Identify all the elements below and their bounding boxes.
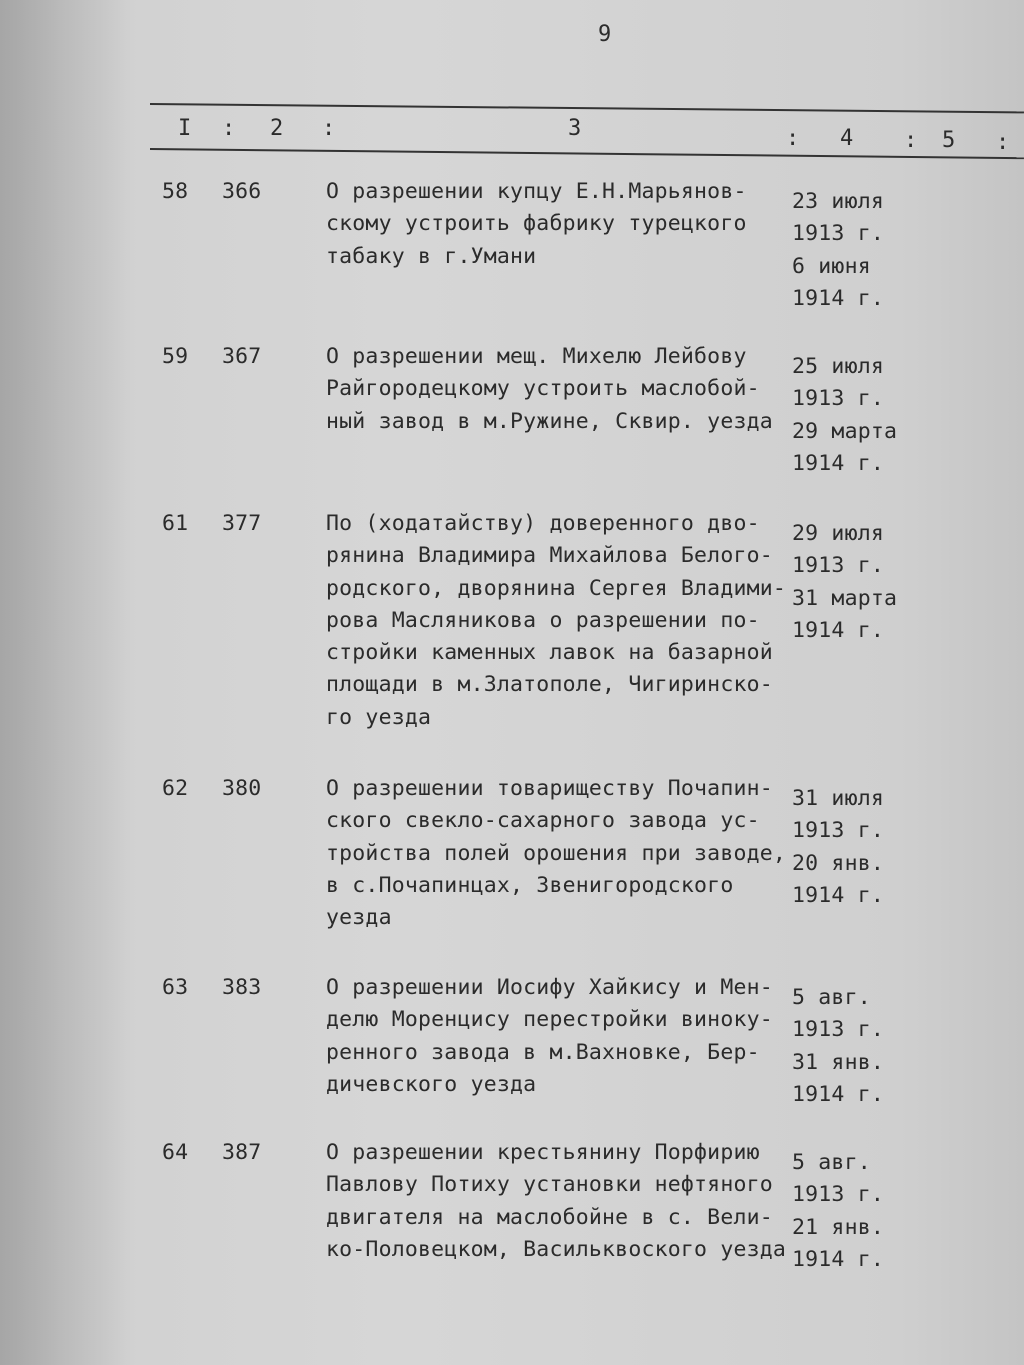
record-dates: 5 авг. 1913 г. 31 янв. 1914 г. [792,985,885,1107]
record-dates: 25 июля 1913 г. 29 марта 1914 г. [792,354,898,476]
record-title: По (ходатайству) доверенного дво- рянина Владимира Михайлова Белого- родского, дворянина Сергея Владими- рова Масляникова о разрешении по- стройки каменных лавок на базарной площади в м.Златополе, Чигиринско- го уезда [326,511,787,730]
record-title: О разрешении крестьянину Порфирию Павлову Потиху установки нефтяного двигателя на маслобойне в с. Вели- ко-Половецком, Васильквоского уезда [326,1140,787,1262]
page-edge-shadow [0,0,130,1365]
record-dates: 29 июля 1913 г. 31 марта 1914 г. [792,521,898,643]
case-number: 380 [222,776,262,801]
header-col3: 3 [568,116,582,141]
header-sep: : [222,116,236,141]
header-sep: : [786,126,800,151]
case-number: 383 [222,975,262,1000]
record-dates: 23 июля 1913 г. 6 июня 1914 г. [792,189,885,311]
header-rule-bottom [150,148,1024,159]
page-number: 9 [598,22,612,47]
header-col2: 2 [270,116,284,141]
record-title: О разрешении мещ. Михелю Лейбову Райгородецкому устроить маслобой- ный завод в м.Ружине, Сквир. уезда [326,344,773,434]
record-title: О разрешении Иосифу Хайкису и Мен- делю Моренцису перестройки виноку- ренного завода в м.Вахновке, Бер- дичевского уезда [326,975,773,1097]
header-rule-top [150,103,1024,113]
record-title: О разрешении товариществу Почапин- ского свекло-сахарного завода ус- тройства полей орошения при заводе, в с.Почапинцах, Звенигородского уезда [326,776,787,931]
case-number: 377 [222,511,262,536]
record-number: 58 [162,179,189,204]
record-title: О разрешении купцу Е.Н.Марьянов- скому устроить фабрику турецкого табаку в г.Умани [326,179,747,269]
record-number: 64 [162,1140,189,1165]
header-sep: : [996,130,1010,155]
case-number: 367 [222,344,262,369]
header-col1: I [178,116,192,141]
record-number: 59 [162,344,189,369]
record-number: 63 [162,975,189,1000]
header-sep: : [322,116,336,141]
case-number: 387 [222,1140,262,1165]
record-dates: 5 авг. 1913 г. 21 янв. 1914 г. [792,1150,885,1272]
record-dates: 31 июля 1913 г. 20 янв. 1914 г. [792,786,885,908]
header-col4: 4 [840,126,854,151]
header-sep: : [904,128,918,153]
header-col5: 5 [942,128,956,153]
case-number: 366 [222,179,262,204]
record-number: 62 [162,776,189,801]
record-number: 61 [162,511,189,536]
